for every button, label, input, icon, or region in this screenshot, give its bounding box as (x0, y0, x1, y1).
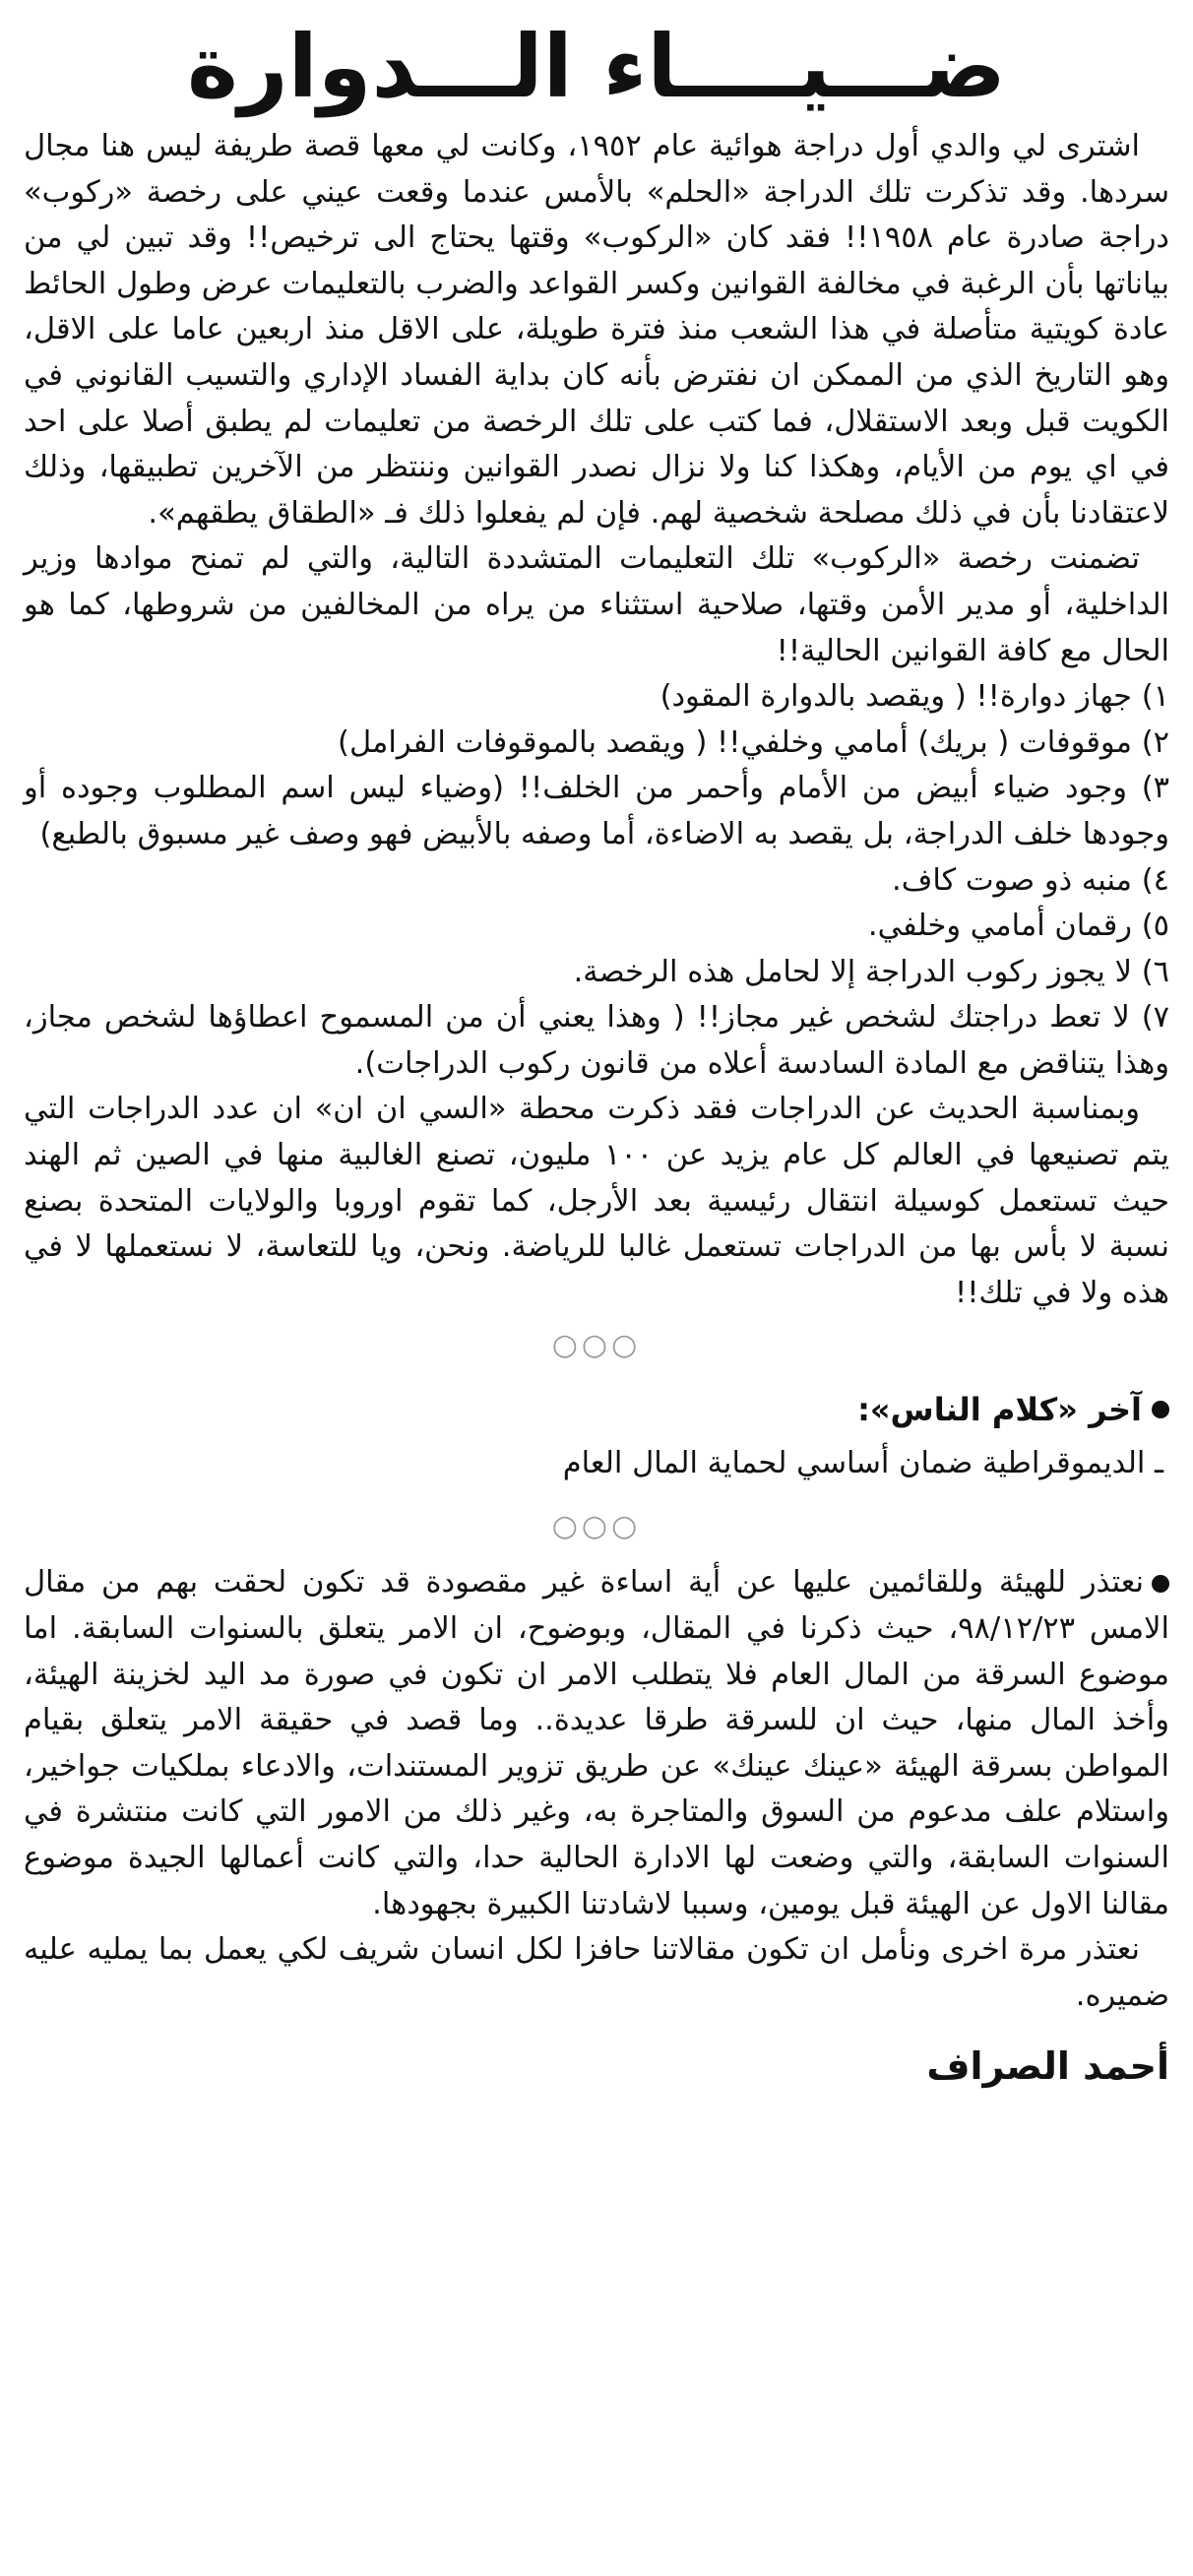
list-item-2: ٢) موقوفات ( بريك) أمامي وخلفي!! ( ويقصد بالموقوفات الفرامل) (338, 724, 1169, 760)
bullet-icon (1152, 1575, 1169, 1593)
apology-paragraph-1-text: نعتذر للهيئة وللقائمين عليها عن أية اساءة غير مقصودة قد تكون لحقت بهم من مقال الامس ٩٨/١٢/٢٣، حيث ذكرنا في المقال، وبوضوح، ان الامر يتعلق بالسنوات السابقة. اما موضوع السرقة من المال العام فلا يتطلب الامر ان تكون في صورة مد اليد لخزينة الهيئة، وأخذ المال منها، حيث ان للسرقة طرقا عديدة.. وما قصد في حقيقة الامر يتعلق بقيام المواطن بسرقة الهيئة «عينك عينك» عن طريق تزوير المستندات، والادعاء بملكيات جواخير، واستلام علف مدعوم من السوق والمتاجرة به، وغير ذلك من الامور التي كانت منتشرة في السنوات السابقة، والتي وضعت لها الادارة الحالية حدا، والتي كانت أعمالها الجيدة موضوع مقالنا الاول عن الهيئة قبل يومين، وسببا لاشادتنا الكبيرة بجهودها. (24, 1565, 1169, 1921)
article-closing-paragraph: وبمناسبة الحديث عن الدراجات فقد ذكرت محطة «السي ان ان» ان عدد الدراجات التي يتم تصنيعها في العالم كل عام يزيد عن ١٠٠ مليون، تصنع الغالبية منها في الصين ثم الهند حيث تستعمل كوسيلة انتقال رئيسية بعد الأرجل، كما تقوم اوروبا والولايات المتحدة بصنع نسبة لا بأس بها من الدراجات تستعمل غالبا للرياضة. ونحن، ويا للتعاسة، لا نستعملها لا في هذه ولا في تلك!! (24, 1092, 1169, 1310)
apology-paragraph-1 (24, 1560, 1169, 1927)
people-talk-heading-text: آخر «كلام الناس»: (857, 1391, 1142, 1429)
list-item-3: ٣) وجود ضياء أبيض من الأمام وأحمر من الخلف!! (وضياء ليس اسم المطلوب وجوده أو وجودها خلف الدراجة، بل يقصد به الاضاءة، أما وصفه بالأبيض فهو وصف غير مسبوق بالطبع) (24, 771, 1169, 851)
list-item-4: ٤) منبه ذو صوت كاف. (892, 862, 1169, 898)
list-item-1: ١) جهاز دوارة!! ( ويقصد بالدوارة المقود) (659, 679, 1169, 715)
list-item-6: ٦) لا يجوز ركوب الدراجة إلا لحامل هذه الرخصة. (573, 954, 1169, 989)
article-body (24, 124, 1169, 1316)
article-paragraph-1: اشترى لي والدي أول دراجة هوائية عام ١٩٥٢، وكانت لي معها قصة طريفة ليس هنا مجال سردها. وقد تذكرت تلك الدراجة «الحلم» بالأمس عندما وقعت عيني على رخصة «ركوب» دراجة صادرة عام ١٩٥٨!! فقد كان «الركوب» وقتها يحتاج الى ترخيص!! وقد تبين لي من بياناتها بأن الرغبة في مخالفة القوانين وكسر القواعد والضرب بالتعليمات عرض وطول الحائط عادة كويتية متأصلة في هذا الشعب منذ فترة طويلة، على الاقل منذ اربعين عاما على الاقل، وهو التاريخ الذي من الممكن ان نفترض بأنه كان بداية الفساد الإداري والتسيب القانوني في الكويت قبل وبعد الاستقلال، فما كتب على تلك الرخصة من تعليمات لم يطبق أصلا على احد في اي يوم من الأيام، وهكذا كنا ولا نزال نصدر القوانين وننتظر من الآخرين تطبيقها، وذلك لاعتقادنا بأن في ذلك مصلحة شخصية لهم. فإن لم يفعلوا ذلك فـ «الطقاق يطقهم». (24, 129, 1170, 531)
article-paragraph-2: تضمنت رخصة «الركوب» تلك التعليمات المتشددة التالية، والتي لم تمنح موادها وزير الداخلية، أو مدير الأمن وقتها، صلاحية استثناء من يراه من المخالفين من شروطها، كما هو الحال مع كافة القوانين الحالية!! (24, 541, 1169, 668)
list-item-7: ٧) لا تعط دراجتك لشخص غير مجاز!! ( وهذا يعني أن من المسموح اعطاؤها لشخص مجاز، وهذا يتناقض مع المادة السادسة أعلاه من قانون ركوب الدراجات). (24, 1000, 1169, 1081)
people-talk-heading (24, 1383, 1169, 1436)
section-divider-2: ○○○ (551, 1509, 642, 1544)
people-talk-quote: ـ الديموقراطية ضمان أساسي لحماية المال العام (562, 1446, 1163, 1481)
bullet-icon (1152, 1401, 1169, 1418)
apology-section (24, 1560, 1169, 2019)
apology-paragraph-2: نعتذر مرة اخرى ونأمل ان تكون مقالاتنا حافزا لكل انسان شريف لكي يعمل بما يمليه عليه ضميره. (24, 1932, 1169, 2013)
section-divider-1: ○○○ (551, 1328, 642, 1363)
list-item-5: ٥) رقمان أمامي وخلفي. (867, 909, 1169, 944)
author-signature: أحمد الصراف (926, 2044, 1169, 2089)
column-title: ضـــيــــاء الـــدوارة (187, 16, 1006, 117)
